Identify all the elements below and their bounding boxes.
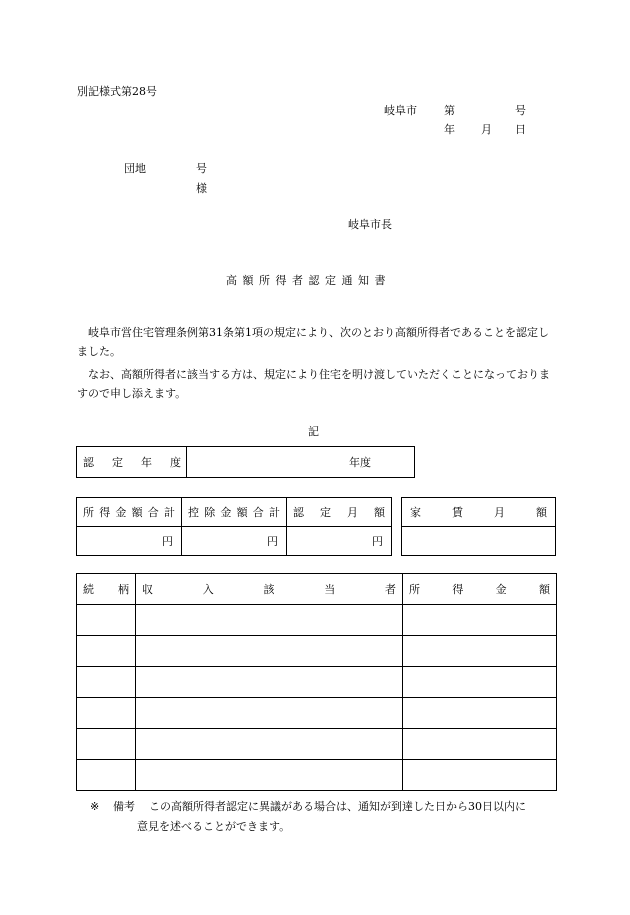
label-char: 当 [324,582,336,596]
table-cell [403,760,557,791]
label-char: 年 [141,455,152,469]
label-char: 額 [536,505,547,519]
label-char: 額 [236,505,248,519]
note-label: 備考 [113,800,135,813]
ki-label: 記 [308,425,319,438]
table-row [77,760,557,791]
note-line-2: 意見を述べることができます。 [137,820,291,833]
label-char: 認 [293,505,304,519]
table-row [77,667,557,698]
yen-unit: 円 [267,535,278,548]
form-number: 別記様式第28号 [77,85,157,98]
table-cell [136,605,403,636]
label-char: 所 [83,505,94,519]
yen-unit: 円 [162,535,173,548]
table-cell [403,729,557,760]
fiscal-year-label-cell [77,447,187,478]
issuer-name: 岐阜市長 [348,218,392,231]
date-month: 月 [481,123,492,136]
table-cell [77,605,136,636]
label-char: 金 [220,505,232,519]
table-cell [77,667,136,698]
label-char: 合 [147,505,159,519]
label-char: 度 [170,455,181,469]
label-char: 続 [83,582,94,596]
income-table [76,497,392,556]
label-char: 額 [131,505,143,519]
label-char: 定 [112,455,123,469]
label-char: 除 [204,505,216,519]
label-char: 金 [115,505,127,519]
date-year: 年 [444,123,455,136]
addressee-sama: 様 [196,182,207,195]
yen-unit: 円 [372,535,383,548]
addressee-danchi: 団地 [124,162,146,175]
table-cell [77,698,136,729]
income-total-header [77,507,181,518]
income-header-cell-1 [182,498,287,527]
label-char: 認 [83,455,94,469]
rent-header-cell [402,498,556,527]
number-prefix: 第 [444,104,455,117]
label-char: 者 [385,582,396,596]
table-cell [136,760,403,791]
label-char: 入 [202,582,214,596]
label-char: 計 [163,505,175,519]
label-char: 金 [495,582,507,596]
fiscal-year-suffix: 年度 [349,456,371,469]
table-cell [77,636,136,667]
label-char: 得 [452,582,464,596]
certified-monthly-header [287,507,391,518]
table-row [77,698,557,729]
relationship-header [77,584,135,595]
label-char: 計 [268,505,280,519]
label-char: 月 [494,505,505,519]
fiscal-year-value-cell [187,447,415,478]
certified-monthly-value [287,527,392,556]
deduction-total-header [182,507,286,518]
table-cell [136,729,403,760]
label-char: 柄 [118,582,129,596]
table-cell [77,729,136,760]
label-char: 合 [252,505,264,519]
label-char: 該 [263,582,275,596]
rent-header [402,507,555,518]
note-line-1: この高額所得者認定に異議がある場合は、通知が到達した日から30日以内に [149,800,526,813]
fiscal-year-label [77,457,186,468]
household-table [76,573,557,791]
household-header-cell-2 [403,574,557,605]
city-name: 岐阜市 [384,104,417,117]
rent-value [402,527,556,556]
label-char: 月 [347,505,358,519]
table-cell [136,636,403,667]
addressee-go: 号 [196,162,207,175]
table-row [77,729,557,760]
household-header-cell-1 [136,574,403,605]
table-cell [403,667,557,698]
document-title: 高額所得者認定通知書 [226,274,391,287]
income-amount-header [403,584,556,595]
table-cell [136,667,403,698]
date-day: 日 [515,123,526,136]
household-header-cell-0 [77,574,136,605]
label-char: 家 [410,505,421,519]
table-cell [136,698,403,729]
income-header-cell-0 [77,498,182,527]
body-paragraph-2: なお、高額所得者に該当する方は、規定により住宅を明け渡していただくことになっておりますので申し添えます。 [77,368,550,400]
label-char: 額 [374,505,385,519]
deduction-total-value [182,527,287,556]
table-cell [77,760,136,791]
label-char: 収 [142,582,153,596]
rent-table [401,497,556,556]
label-char: 賃 [452,505,463,519]
number-suffix: 号 [515,104,526,117]
fiscal-year-table [76,446,415,478]
income-total-value [77,527,182,556]
table-cell [403,605,557,636]
table-row [77,636,557,667]
table-row [77,605,557,636]
note-mark: ※ [90,800,100,813]
body-paragraph-1: 岐阜市営住宅管理条例第31条第1項の規定により、次のとおり高額所得者であることを認定しました。 [77,326,549,358]
earner-header [136,584,402,595]
label-char: 額 [538,582,550,596]
income-header-cell-2 [287,498,392,527]
label-char: 得 [99,505,111,519]
label-char: 定 [320,505,331,519]
table-cell [403,698,557,729]
label-char: 控 [188,505,199,519]
label-char: 所 [409,582,420,596]
table-cell [403,636,557,667]
